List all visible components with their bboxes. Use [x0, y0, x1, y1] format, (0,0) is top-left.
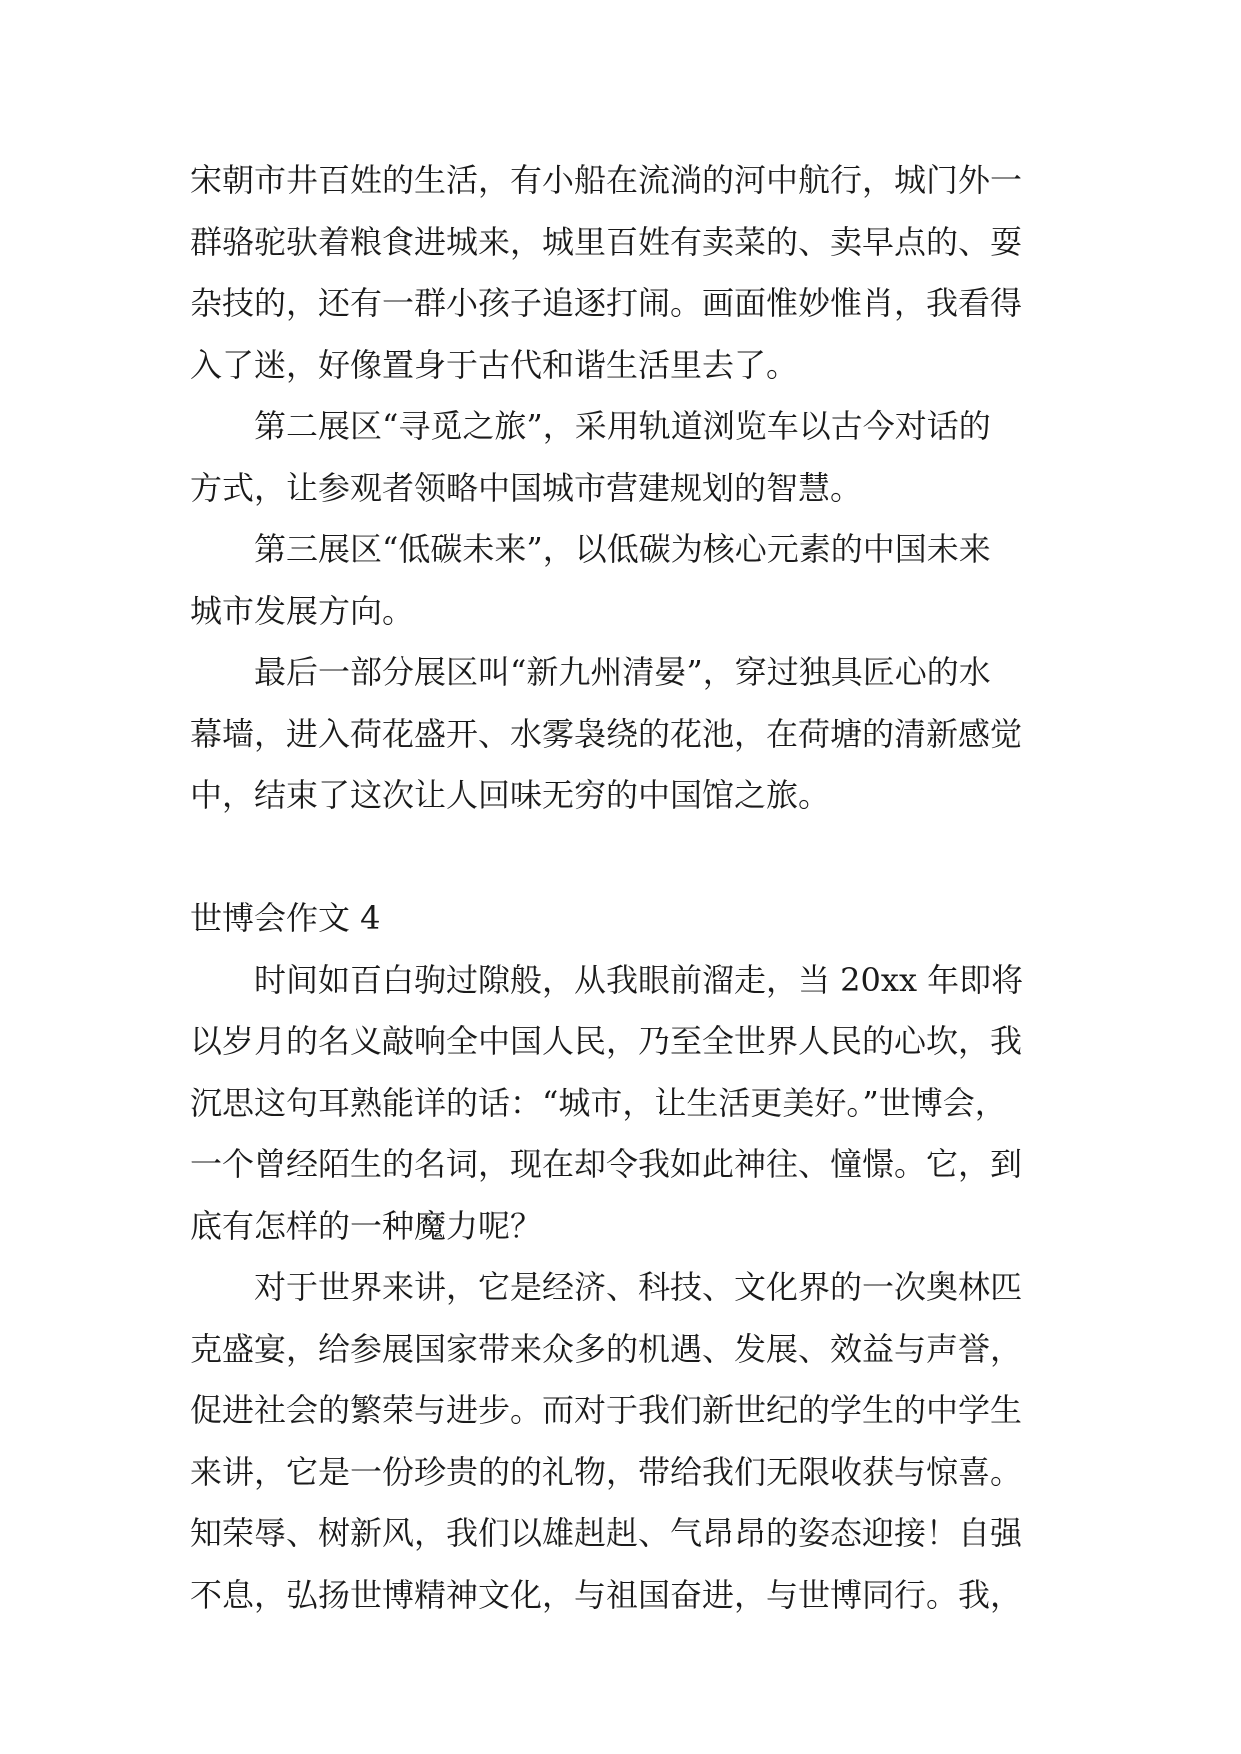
text-line: 群骆驼驮着粮食进城来，城里百姓有卖菜的、卖早点的、耍 [190, 222, 1023, 261]
text-line: 入了迷，好像置身于古代和谐生活里去了。 [190, 345, 799, 384]
text-line: 第三展区“低碳未来”，以低碳为核心元素的中国未来 [254, 530, 991, 568]
text-line: 城市发展方向。 [190, 591, 415, 630]
essay-paragraph-1 [190, 950, 1070, 1258]
text-line: 杂技的，还有一群小孩子追逐打闹。画面惟妙惟肖，我看得 [190, 284, 1023, 322]
text-line: 宋朝市井百姓的生活，有小船在流淌的河中航行，城门外一 [190, 161, 1023, 199]
text-line: 知荣辱、树新风，我们以雄赳赳、气昂昂的姿态迎接！自强 [190, 1514, 1023, 1552]
text-line: 不息，弘扬世博精神文化，与祖国奋进，与世博同行。我， [190, 1575, 1023, 1614]
text-line: 以岁月的名义敲响全中国人民，乃至全世界人民的心坎，我 [190, 1022, 1023, 1060]
text-line: 第二展区“寻觅之旅”，采用轨道浏览车以古今对话的 [254, 407, 991, 445]
text-line: 方式，让参观者领略中国城市营建规划的智慧。 [190, 468, 863, 507]
text-line: 促进社会的繁荣与进步。而对于我们新世纪的学生的中学生 [190, 1391, 1023, 1429]
text-line: 幕墙，进入荷花盛开、水雾袅绕的花池，在荷塘的清新感觉 [190, 714, 1023, 753]
text-line: 最后一部分展区叫“新九州清晏”，穿过独具匠心的水 [254, 653, 991, 691]
essay-heading: 世博会作文 4 [190, 899, 381, 937]
section-spacer [190, 827, 1070, 889]
text-line: 时间如百白驹过隙般，从我眼前溜走，当 20xx 年即将 [254, 960, 1024, 999]
document-body [190, 150, 1070, 1626]
paragraph-zone-2 [190, 396, 1070, 519]
essay-paragraph-2 [190, 1257, 1070, 1626]
text-line: 中，结束了这次让人回味无穷的中国馆之旅。 [190, 776, 831, 814]
text-line: 对于世界来讲，它是经济、科技、文化界的一次奥林匹 [254, 1268, 1023, 1306]
text-line: 来讲，它是一份珍贵的的礼物，带给我们无限收获与惊喜。 [190, 1452, 1023, 1491]
text-line: 底有怎样的一种魔力呢？ [190, 1206, 543, 1245]
paragraph-song-dynasty-scene [190, 150, 1070, 396]
paragraph-last-zone [190, 642, 1070, 827]
text-line: 克盛宴，给参展国家带来众多的机遇、发展、效益与声誉， [190, 1329, 1023, 1368]
text-line: 沉思这句耳熟能详的话：“城市，让生活更美好。”世博会， [190, 1083, 1007, 1122]
text-line: 一个曾经陌生的名词，现在却令我如此神往、憧憬。它，到 [190, 1145, 1023, 1183]
paragraph-zone-3 [190, 519, 1070, 642]
